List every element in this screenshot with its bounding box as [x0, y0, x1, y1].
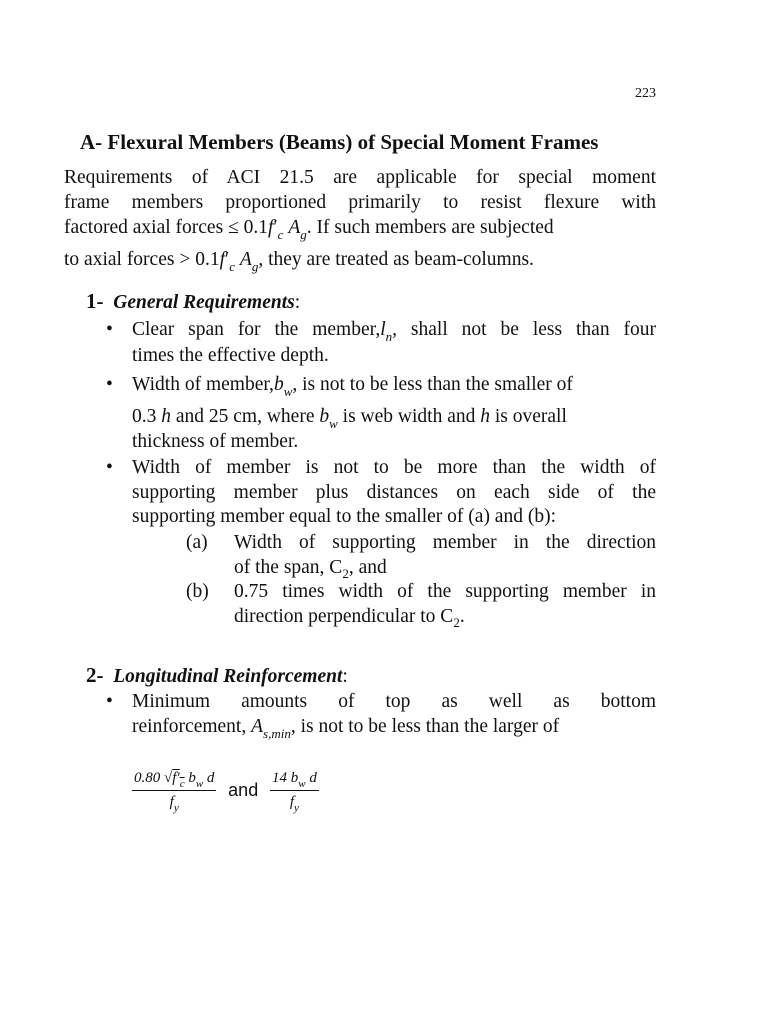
sqrt-icon: √	[164, 770, 173, 786]
bullet-icon: •	[106, 319, 113, 340]
bullet-icon: •	[106, 374, 113, 395]
bullet-width-min: • Width of $member,b_w$, is not to be less than the smaller of 0.3 h and 25 cm, where $b_w$ is web width and h is overall thickness of member.	[106, 374, 573, 452]
page-number: 223	[635, 86, 656, 101]
min-reinforcement-formula: $\frac{0.80 √f'_c b_w d}{f_y}$ and $\frac{14 b_w d}{f_y}$	[134, 770, 317, 814]
section-1-heading: 1- General Requirements:	[86, 289, 301, 313]
bullet-icon: •	[106, 691, 113, 712]
bullet-min-reinforcement: • Minimum amounts of top as well as bottom reinforcement, $A_{s,min}$, is not to be less than the larger of	[106, 691, 656, 741]
bullet-icon: •	[106, 457, 113, 478]
section-2-heading: 2- Longitudinal Reinforcement:	[86, 663, 348, 687]
fraction-2: $\frac{14 b_w d}{f_y}$	[271, 770, 317, 814]
intro-line-2: frame members proportioned primarily to resist flexure with	[64, 192, 656, 213]
intro-line-4: to axial forces > $0.1f'_c$ $A_g$, they are treated as beam-columns.	[64, 249, 534, 274]
section-title: A- Flexural Members (Beams) of Special Moment Frames	[80, 130, 599, 154]
intro-line-3: factored axial forces ≤ $0.1f'_c$ $A_g$. If such members are subjected	[64, 217, 554, 242]
intro-line-1: Requirements of ACI 21.5 are applicable for special moment	[64, 167, 656, 188]
subitem-a: (a) Width of supporting member in the direction of the span, $C_2$, and	[186, 532, 656, 581]
bullet-clear-span: • Clear span for the $member,l_n$, shall not be less than four times the effective depth.	[106, 319, 656, 366]
subitem-b: (b) 0.75 times width of the supporting member in direction perpendicular to $C_2$.	[186, 581, 656, 630]
bullet-width-max: • Width of member is not to be more than the width of supporting member plus distances on each side of the supporting member equal to the smaller of (a) and (b):	[106, 457, 656, 527]
fraction-1: $\frac{0.80 √f'_c b_w d}{f_y}$	[134, 770, 215, 814]
